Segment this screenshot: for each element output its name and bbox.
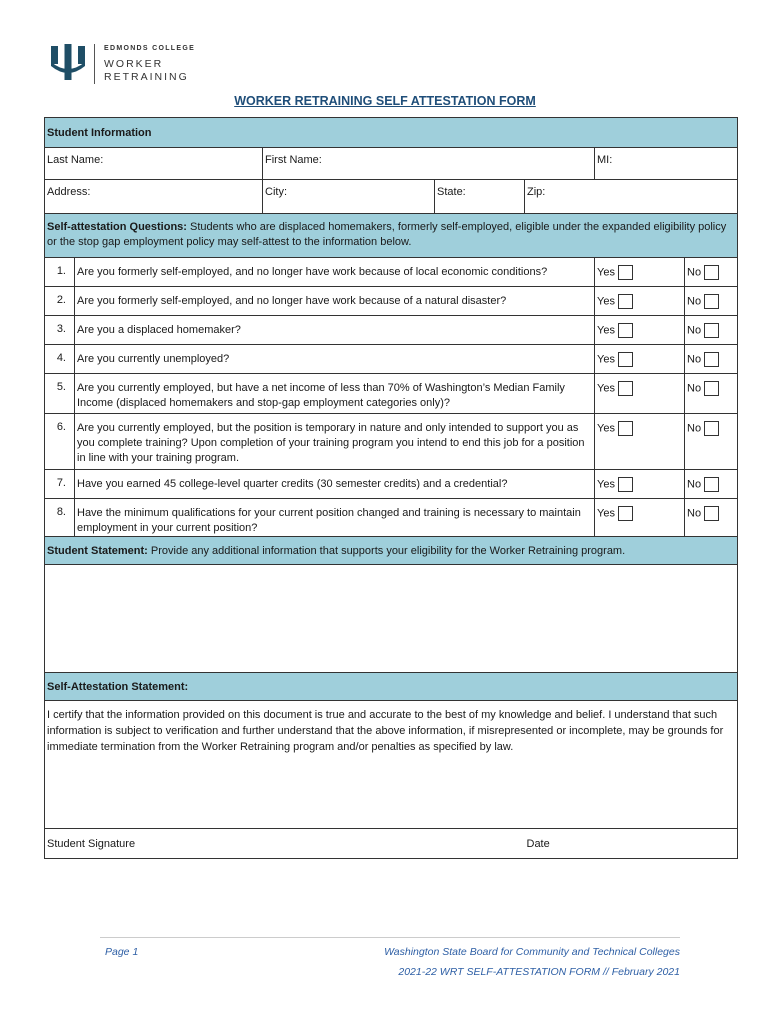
footer-organization: Washington State Board for Community and Technical Colleges [384,946,680,958]
yes-option[interactable]: Yes [595,316,685,345]
question-row [45,414,738,470]
question-number: 8. [45,499,75,537]
question-text: Have the minimum qualifications for your current position changed and training is necessary to maintain employment in your current position? [75,499,595,537]
no-option[interactable]: No [685,316,738,345]
footer-page-number: Page 1 [105,946,139,958]
yes-option[interactable]: Yes [595,374,685,414]
question-text: Have you earned 45 college-level quarter credits (30 semester credits) and a credential? [75,470,595,499]
signature-field[interactable]: Student Signature [45,829,525,859]
yes-checkbox[interactable] [618,323,633,338]
yes-option[interactable]: Yes [595,287,685,316]
no-checkbox[interactable] [704,477,719,492]
mi-field[interactable]: MI: [595,148,738,180]
college-logo [48,42,208,86]
no-checkbox[interactable] [704,506,719,521]
yes-checkbox[interactable] [618,352,633,367]
zip-field[interactable]: Zip: [525,180,738,214]
question-row [45,316,738,345]
state-field[interactable]: State: [435,180,525,214]
question-text: Are you formerly self-employed, and no longer have work because of a natural disaster? [75,287,595,316]
student-statement-header: Student Statement: Provide any additional information that supports your eligibility for the Worker Retraining program. [45,537,738,565]
no-option[interactable]: No [685,499,738,537]
no-checkbox[interactable] [704,265,719,280]
question-number: 7. [45,470,75,499]
self-attestation-header: Self-Attestation Statement: [45,673,738,701]
question-number: 4. [45,345,75,374]
no-checkbox[interactable] [704,421,719,436]
student-info-header: Student Information [45,118,738,148]
yes-option[interactable]: Yes [595,345,685,374]
footer-divider [100,937,680,938]
no-option[interactable]: No [685,287,738,316]
logo-college-name: EDMONDS COLLEGE [104,45,196,52]
student-statement-box[interactable] [45,565,738,673]
yes-checkbox[interactable] [618,294,633,309]
question-text: Are you currently employed, but have a net income of less than 70% of Washington’s Median Family Income (displaced homemakers and stop-gap employment categories only)? [75,374,595,414]
yes-option[interactable]: Yes [595,414,685,470]
yes-option[interactable]: Yes [595,470,685,499]
last-name-field[interactable]: Last Name: [45,148,263,180]
no-option[interactable]: No [685,345,738,374]
city-field[interactable]: City: [263,180,435,214]
yes-checkbox[interactable] [618,477,633,492]
yes-checkbox[interactable] [618,421,633,436]
yes-checkbox[interactable] [618,506,633,521]
yes-option[interactable]: Yes [595,499,685,537]
no-option[interactable]: No [685,470,738,499]
question-number: 1. [45,258,75,287]
form-title: WORKER RETRAINING SELF ATTESTATION FORM [234,94,536,108]
no-option[interactable]: No [685,258,738,287]
footer-form-id: 2021-22 WRT SELF-ATTESTATION FORM // February 2021 [398,966,680,978]
attestation-form [44,117,738,859]
no-checkbox[interactable] [704,352,719,367]
yes-option[interactable]: Yes [595,258,685,287]
question-row [45,287,738,316]
first-name-field[interactable]: First Name: [263,148,595,180]
trident-icon [48,42,88,82]
address-field[interactable]: Address: [45,180,263,214]
yes-checkbox[interactable] [618,265,633,280]
yes-checkbox[interactable] [618,381,633,396]
no-checkbox[interactable] [704,323,719,338]
no-checkbox[interactable] [704,381,719,396]
self-attestation-text: I certify that the information provided on this document is true and accurate to the best of my knowledge and belief. I understand that such information is subject to verification and further understand that the above information, if misrepresented or incomplete, may be grounds for immediate termination from the Worker Retraining program and/or penalties as specified by law. [45,701,738,829]
question-text: Are you currently employed, but the position is temporary in nature and only intended to support you as you complete training? Upon completion of your training program you intend to end this job for a position in line with your training program. [75,414,595,470]
logo-program-name: WORKER RETRAINING [104,58,189,83]
question-text: Are you formerly self-employed, and no longer have work because of local economic conditions? [75,258,595,287]
question-row [45,258,738,287]
question-row [45,345,738,374]
question-row [45,374,738,414]
no-checkbox[interactable] [704,294,719,309]
no-option[interactable]: No [685,374,738,414]
question-number: 6. [45,414,75,470]
question-text: Are you currently unemployed? [75,345,595,374]
question-text: Are you a displaced homemaker? [75,316,595,345]
questions-header: Self-attestation Questions: Students who are displaced homemakers, formerly self-employed, eligible under the expanded eligibility policy or the stop gap employment policy may self-attest to the information below. [45,214,738,258]
question-row [45,499,738,537]
question-number: 2. [45,287,75,316]
question-number: 3. [45,316,75,345]
no-option[interactable]: No [685,414,738,470]
date-field[interactable]: Date [525,829,738,859]
question-number: 5. [45,374,75,414]
question-row [45,470,738,499]
